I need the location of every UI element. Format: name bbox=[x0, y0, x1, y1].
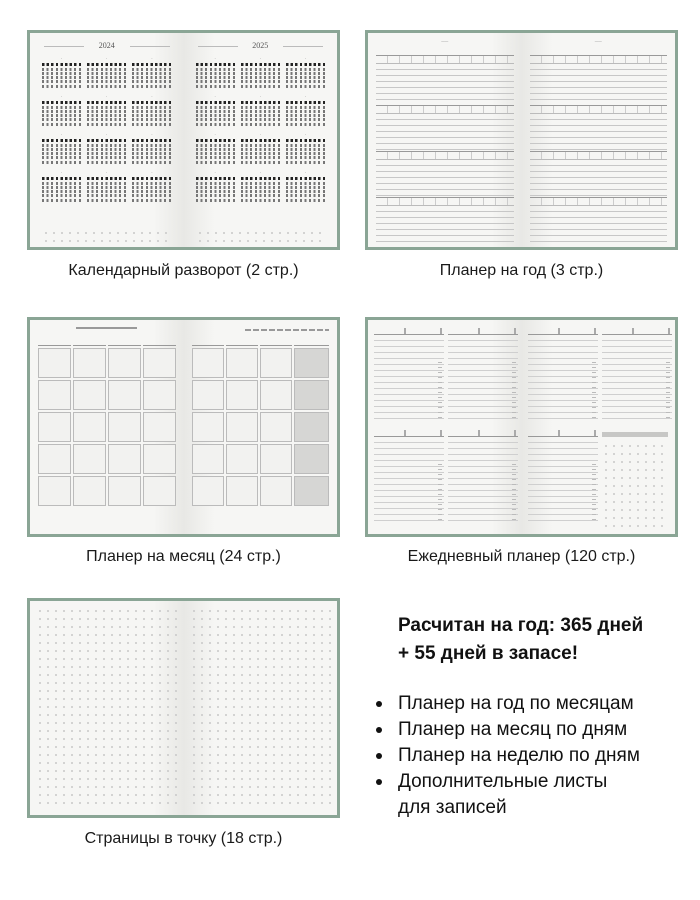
daily-planner-page-right bbox=[522, 320, 676, 534]
calendar-page-left bbox=[30, 33, 184, 247]
list-item: Планер на неделю по дням bbox=[376, 743, 640, 769]
bullet-icon bbox=[376, 753, 382, 759]
dotted-page-right bbox=[184, 601, 338, 815]
year-planner-page-right: —— bbox=[522, 33, 676, 247]
dotted-pages-image bbox=[27, 598, 340, 818]
caption-daily-planner: Ежедневный планер (120 стр.) bbox=[407, 548, 636, 565]
caption-year-planner: Планер на год (3 стр.) bbox=[439, 262, 604, 279]
daily-planner-page-left bbox=[368, 320, 522, 534]
year-planner-image bbox=[365, 30, 678, 250]
feature-list bbox=[376, 691, 640, 821]
month-grid-left: · · · · · · · · · · · · bbox=[42, 57, 172, 205]
list-item: Дополнительные листы для записей bbox=[376, 769, 640, 821]
bullet-icon bbox=[376, 779, 382, 785]
month-planner-page-right bbox=[184, 320, 338, 534]
month-planner-image bbox=[27, 317, 340, 537]
year-right: 2025 bbox=[252, 41, 269, 50]
caption-calendar-spread: Календарный разворот (2 стр.) bbox=[68, 262, 299, 279]
dotted-page-left bbox=[30, 601, 184, 815]
list-item: Планер на месяц по дням bbox=[376, 717, 640, 743]
daily-planner-image bbox=[365, 317, 678, 537]
list-item: Планер на год по месяцам bbox=[376, 691, 640, 717]
year-left: 2024 bbox=[98, 41, 115, 50]
bullet-icon bbox=[376, 727, 382, 733]
headline-line-2: + 55 дней в запасе! bbox=[398, 643, 579, 664]
calendar-page-right bbox=[184, 33, 338, 247]
headline-line-1: Расчитан на год: 365 дней bbox=[398, 615, 644, 636]
calendar-spread-image bbox=[27, 30, 340, 250]
month-planner-page-left bbox=[30, 320, 184, 534]
headline bbox=[398, 612, 688, 668]
year-planner-page-left: —— bbox=[368, 33, 522, 247]
bullet-icon bbox=[376, 701, 382, 707]
month-grid-right: · · · · · · · · · · · · bbox=[196, 57, 326, 205]
caption-dotted-pages: Страницы в точку (18 стр.) bbox=[84, 830, 283, 847]
caption-month-planner: Планер на месяц (24 стр.) bbox=[86, 548, 281, 565]
